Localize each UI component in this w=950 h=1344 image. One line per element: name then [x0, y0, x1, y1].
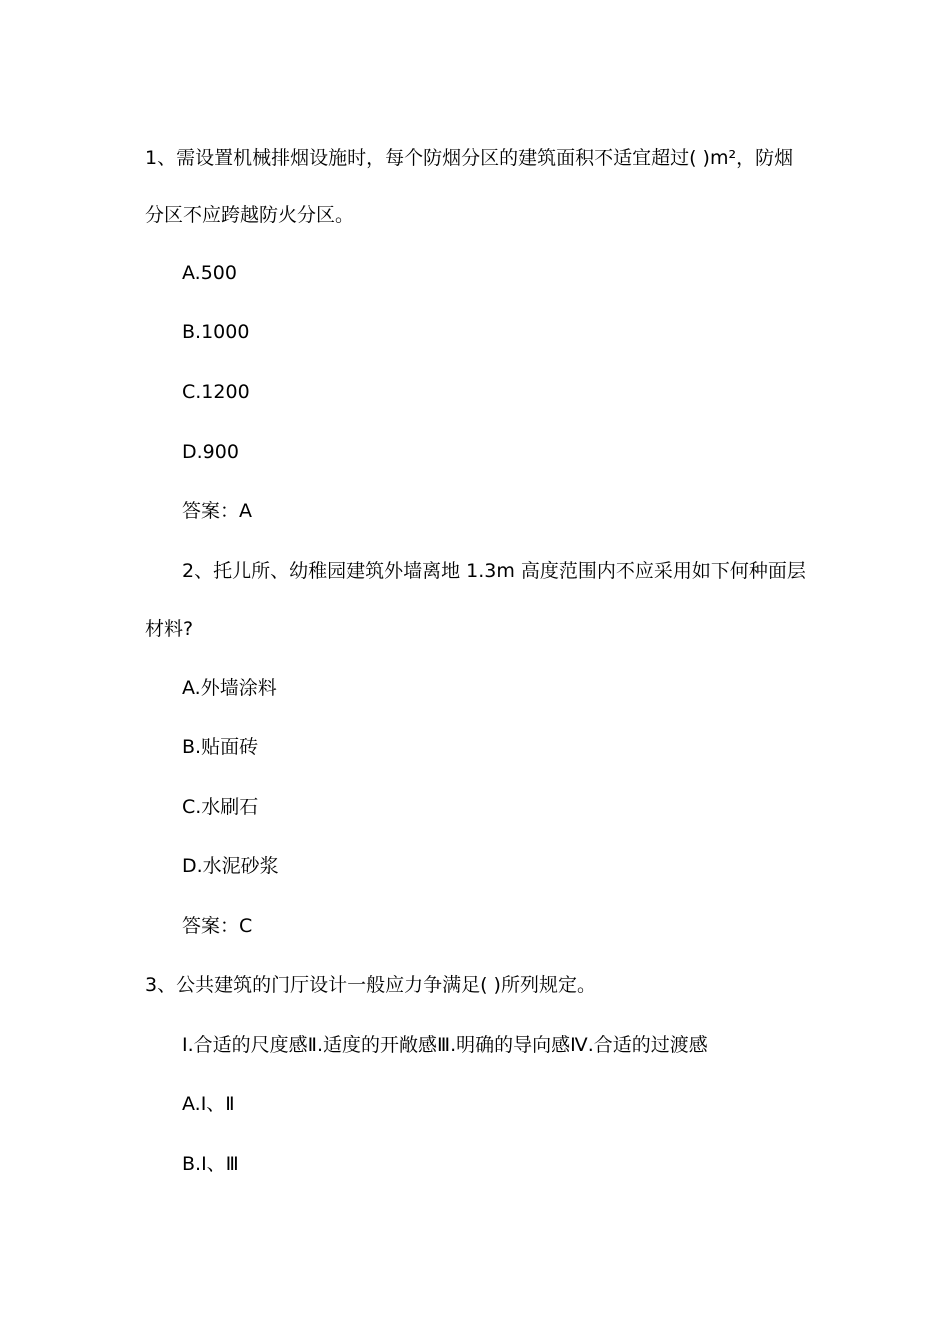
question-2-stem-line1: 2、托儿所、幼稚园建筑外墙离地 1.3m 高度范围内不应采用如下何种面层	[182, 560, 806, 582]
question-3-option-b: B.Ⅰ、Ⅲ	[182, 1153, 239, 1175]
question-2-option-d: D.水泥砂浆	[182, 855, 279, 877]
question-2-answer: 答案：C	[182, 915, 253, 937]
question-2-option-a: A.外墙涂料	[182, 677, 277, 699]
question-1-stem-line1: 1、需设置机械排烟设施时，每个防烟分区的建筑面积不适宜超过( )m²，防烟	[145, 147, 794, 169]
question-1-option-d: D.900	[182, 441, 239, 463]
question-3-option-a: A.Ⅰ、Ⅱ	[182, 1093, 235, 1115]
question-1-option-b: B.1000	[182, 321, 250, 343]
question-3-stem-line2: Ⅰ.合适的尺度感Ⅱ.适度的开敞感Ⅲ.明确的导向感Ⅳ.合适的过渡感	[182, 1034, 708, 1056]
question-3-stem-line1: 3、公共建筑的门厅设计一般应力争满足( )所列规定。	[145, 974, 596, 996]
question-1-stem-line2: 分区不应跨越防火分区。	[145, 204, 355, 226]
question-2-stem-line2: 材料?	[145, 618, 194, 640]
question-2-option-b: B.贴面砖	[182, 736, 259, 758]
question-1-answer: 答案：A	[182, 500, 252, 522]
question-1-option-c: C.1200	[182, 381, 250, 403]
question-2-option-c: C.水刷石	[182, 796, 259, 818]
question-1-option-a: A.500	[182, 262, 237, 284]
